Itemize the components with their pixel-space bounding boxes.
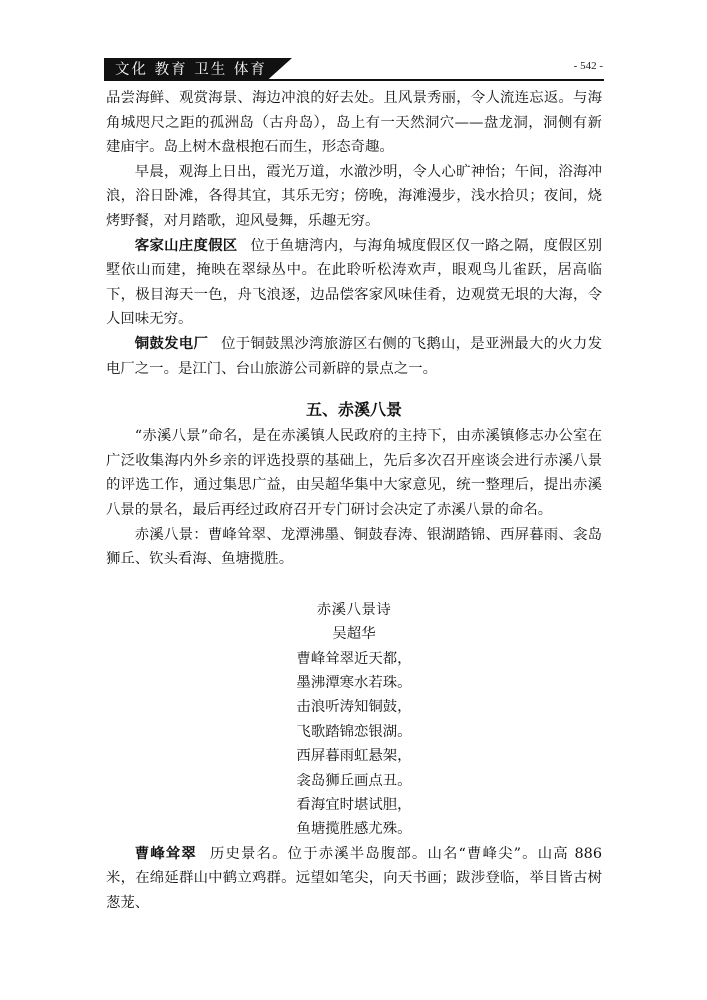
entry-term: 客家山庄度假区 (134, 237, 238, 254)
entry-caofeng (106, 842, 602, 916)
body-text (106, 86, 602, 916)
entry-power-plant (106, 332, 602, 381)
poem-line: 击浪听涛知铜鼓， (296, 699, 412, 716)
header-rule (104, 79, 604, 81)
paragraph: 早晨，观海上日出，霞光万道，水澈沙明，令人心旷神怡；午间，浴海冲浪，浴日卧滩，各得其宜，其乐无穷；傍晚，海滩漫步，浅水拾贝；夜间，烧烤野餐，对月踏歌，迎风曼舞，乐趣无穷。 (106, 163, 602, 229)
header-title: 文化 教育 卫生 体育 (115, 62, 267, 78)
entry-term: 铜鼓发电厂 (134, 335, 209, 352)
poem-line: 飞歌踏锦恋银湖。 (296, 723, 412, 740)
entry-text: 位于铜鼓黑沙湾旅游区右侧的飞鹅山，是亚洲最大的火力发电厂之一。是江门、台山旅游公司新辟的景点之一。 (106, 335, 602, 377)
page-number: - 542 - (573, 60, 603, 72)
poem-author: 吴超华 (332, 626, 376, 643)
poem-line: 西屏暮雨虹悬架， (296, 748, 412, 765)
entry-text: 位于鱼塘湾内，与海角城度假区仅一路之隔，度假区别墅依山而建，掩映在翠绿丛中。在此聆听松涛欢声，眼观鸟儿雀跃，居高临下，极目海天一色，舟飞浪逐，边品偿客家风味佳肴，边观赏无垠的大海，令人回味无穷。 (106, 237, 602, 328)
paragraph: “赤溪八景”命名，是在赤溪镇人民政府的主持下，由赤溪镇修志办公室在广泛收集海内外乡亲的评选投票的基础上，先后多次召开座谈会进行赤溪八景的评选工作，通过集思广益，由吴超华集中大家意见，统一整理后，提出赤溪八景的景名，最后再经过政府召开专门研讨会决定了赤溪八景的命名。 (106, 428, 602, 518)
poem-title: 赤溪八景诗 (316, 601, 392, 618)
poem (106, 598, 602, 842)
poem-line: 墨沸潭寒水若珠。 (296, 674, 412, 691)
poem-line: 曹峰耸翠近天都， (296, 650, 412, 667)
entry-text: 历史景名。位于赤溪半岛腹部。山名“曹峰尖”。山高 886 米，在绵延群山中鹤立鸡群。远望如笔尖，向天书画；跋涉登临，举目皆古树葱茏、 (106, 845, 602, 911)
poem-line: 衾岛狮丘画点丑。 (296, 772, 412, 789)
poem-line: 鱼塘揽胜感尤殊。 (296, 821, 412, 838)
poem-line: 看海宜时堪试胆， (296, 796, 412, 813)
paragraph: 品尝海鲜、观赏海景、海边冲浪的好去处。且风景秀丽，令人流连忘返。与海角城咫尺之距的孤洲岛（古舟岛），岛上有一天然洞穴——盘龙洞，洞侧有新建庙宇。岛上树木盘根抱石而生，形态奇趣。 (106, 90, 602, 156)
entry-term: 曹峰耸翠 (134, 845, 197, 862)
entry-hakka-resort (106, 234, 602, 332)
section-title: 五、赤溪八景 (305, 400, 402, 420)
paragraph: 赤溪八景：曹峰耸翠、龙潭沸墨、铜鼓春涛、银湖踏锦、西屏暮雨、衾岛狮丘、钦头看海、鱼塘揽胜。 (106, 526, 602, 568)
